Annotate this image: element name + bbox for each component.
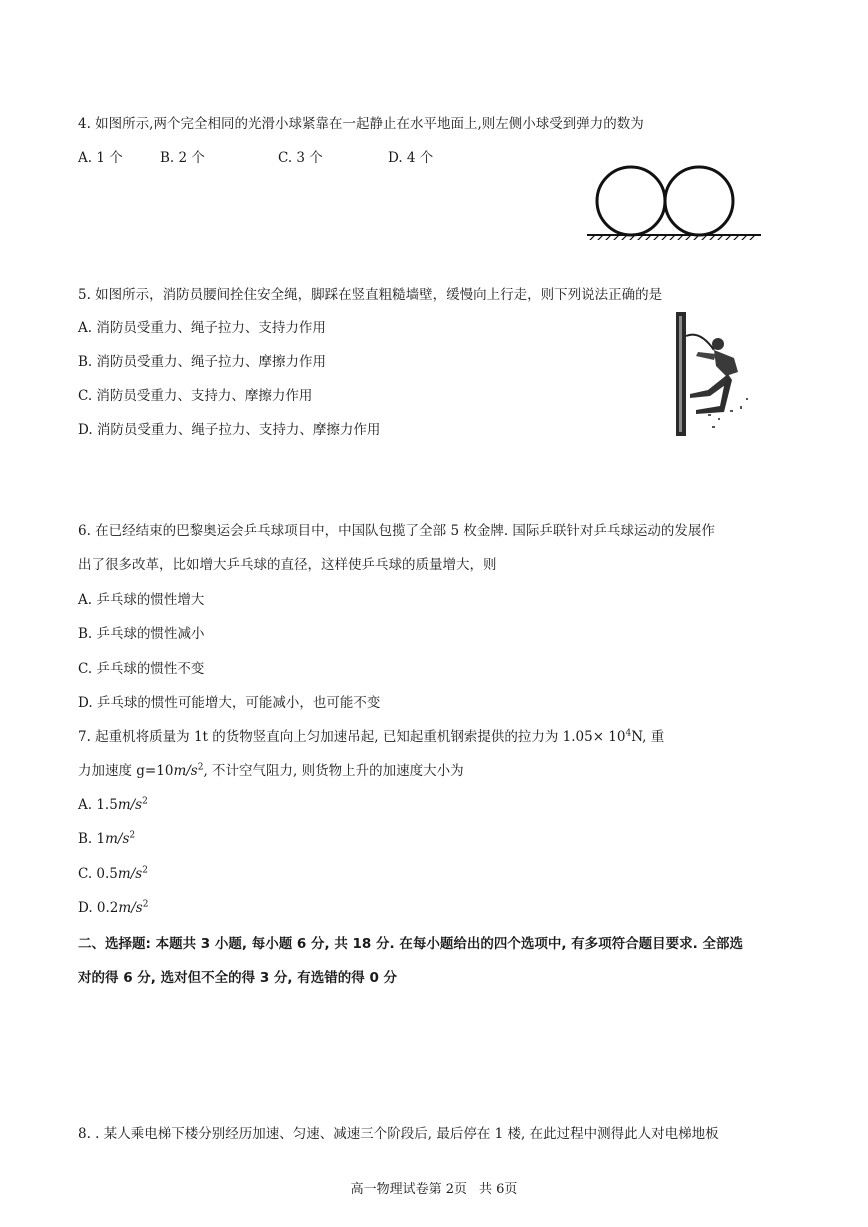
left-ball <box>597 167 665 235</box>
q4-option-a: A. 1 个 <box>78 150 123 166</box>
q7-stem-line2-tail: , 不计空气阻力, 则货物上升的加速度大小为 <box>203 763 464 779</box>
q8-stem: 8. . 某人乘电梯下楼分别经历加速、匀速、减速三个阶段后, 最后停在 1 楼, 在此过程中测得此人对电梯地板 <box>78 1126 719 1142</box>
q4-option-c: C. 3 个 <box>278 150 323 166</box>
q7-option-d <box>78 898 148 918</box>
q7-option-c-value: C. 0.5 <box>78 866 118 882</box>
rope <box>686 335 714 350</box>
q7-option-b <box>78 829 135 849</box>
q5-stem: 5. 如图所示，消防员腰间拴住安全绳，脚踩在竖直粗糙墙壁，缓慢向上行走，则下列说法正确的是 <box>78 287 663 303</box>
two-balls-figure <box>585 165 765 240</box>
right-ball <box>665 167 733 235</box>
q6-stem-line2: 出了很多改革，比如增大乒乓球的直径，这样使乒乓球的质量增大，则 <box>78 557 497 573</box>
q7-option-b-unit: m/s <box>105 831 130 847</box>
q7-option-d-exp: 2 <box>142 899 149 910</box>
q7-stem-line2-text: 力加速度 g=10 <box>78 763 174 779</box>
q7-option-d-unit: m/s <box>118 900 143 916</box>
q7-unit-exponent: 2 <box>197 762 204 773</box>
q7-option-c-unit: m/s <box>117 866 143 882</box>
q6-option-c: C. 乒乓球的惯性不变 <box>78 661 205 677</box>
q7-unit: m/s <box>173 763 198 779</box>
firefighter-head <box>712 338 724 350</box>
q7-stem-line2 <box>78 761 464 781</box>
q6-option-a: A. 乒乓球的惯性增大 <box>78 592 205 608</box>
q7-option-b-value: B. 1 <box>78 831 106 847</box>
q6-option-b: B. 乒乓球的惯性减小 <box>78 626 205 642</box>
q4-stem: 4. 如图所示,两个完全相同的光滑小球紧靠在一起静止在水平地面上,则左侧小球受到弹力的数为 <box>78 116 644 132</box>
q5-option-c: C. 消防员受重力、支持力、摩擦力作用 <box>78 388 313 404</box>
q7-option-a <box>78 795 148 815</box>
section2-heading-line2: 对的得 6 分, 选对但不全的得 3 分, 有选错的得 0 分 <box>78 970 398 986</box>
q7-option-a-unit: m/s <box>117 797 143 813</box>
footer-total-pages: 共 6页 <box>479 1182 518 1197</box>
q5-option-b: B. 消防员受重力、绳子拉力、摩擦力作用 <box>78 354 327 370</box>
footer-page-number: 高一物理试卷第 2页 <box>350 1182 467 1197</box>
q7-stem-line1-text: 7. 起重机将质量为 1t 的货物竖直向上匀加速吊起, 已知起重机钢索提供的拉力为 1.05× 10 <box>78 729 626 745</box>
q4-option-d: D. 4 个 <box>388 150 434 166</box>
q7-exponent: 4 <box>625 728 632 739</box>
q7-stem-line1-tail: N, 重 <box>631 729 665 745</box>
section2-heading-line1: 二、选择题: 本题共 3 小题, 每小题 6 分, 共 18 分. 在每小题给出的四个选项中, 有多项符合题目要求. 全部选 <box>78 936 744 952</box>
q5-option-a: A. 消防员受重力、绳子拉力、支持力作用 <box>78 320 326 336</box>
q7-option-a-value: A. 1.5 <box>78 797 118 813</box>
firefighter-arm <box>696 352 716 360</box>
firefighter-wall-figure <box>668 310 760 438</box>
q5-option-d: D. 消防员受重力、绳子拉力、支持力、摩擦力作用 <box>78 422 381 438</box>
page-footer <box>0 1178 868 1197</box>
q7-option-a-exp: 2 <box>142 796 148 807</box>
q7-option-c-exp: 2 <box>142 865 148 876</box>
q6-option-d: D. 乒乓球的惯性可能增大，可能减小，也可能不变 <box>78 695 381 711</box>
q7-stem-line1 <box>78 727 664 747</box>
q6-stem-line1: 6. 在已经结束的巴黎奥运会乒乓球项目中，中国队包揽了全部 5 枚金牌. 国际乒联针对乒乓球运动的发展作 <box>78 523 715 539</box>
q7-option-d-value: D. 0.2 <box>78 900 119 916</box>
q7-option-c <box>78 864 148 884</box>
q7-option-b-exp: 2 <box>129 830 136 841</box>
firefighter-body <box>714 350 738 376</box>
q4-option-b: B. 2 个 <box>160 150 205 166</box>
